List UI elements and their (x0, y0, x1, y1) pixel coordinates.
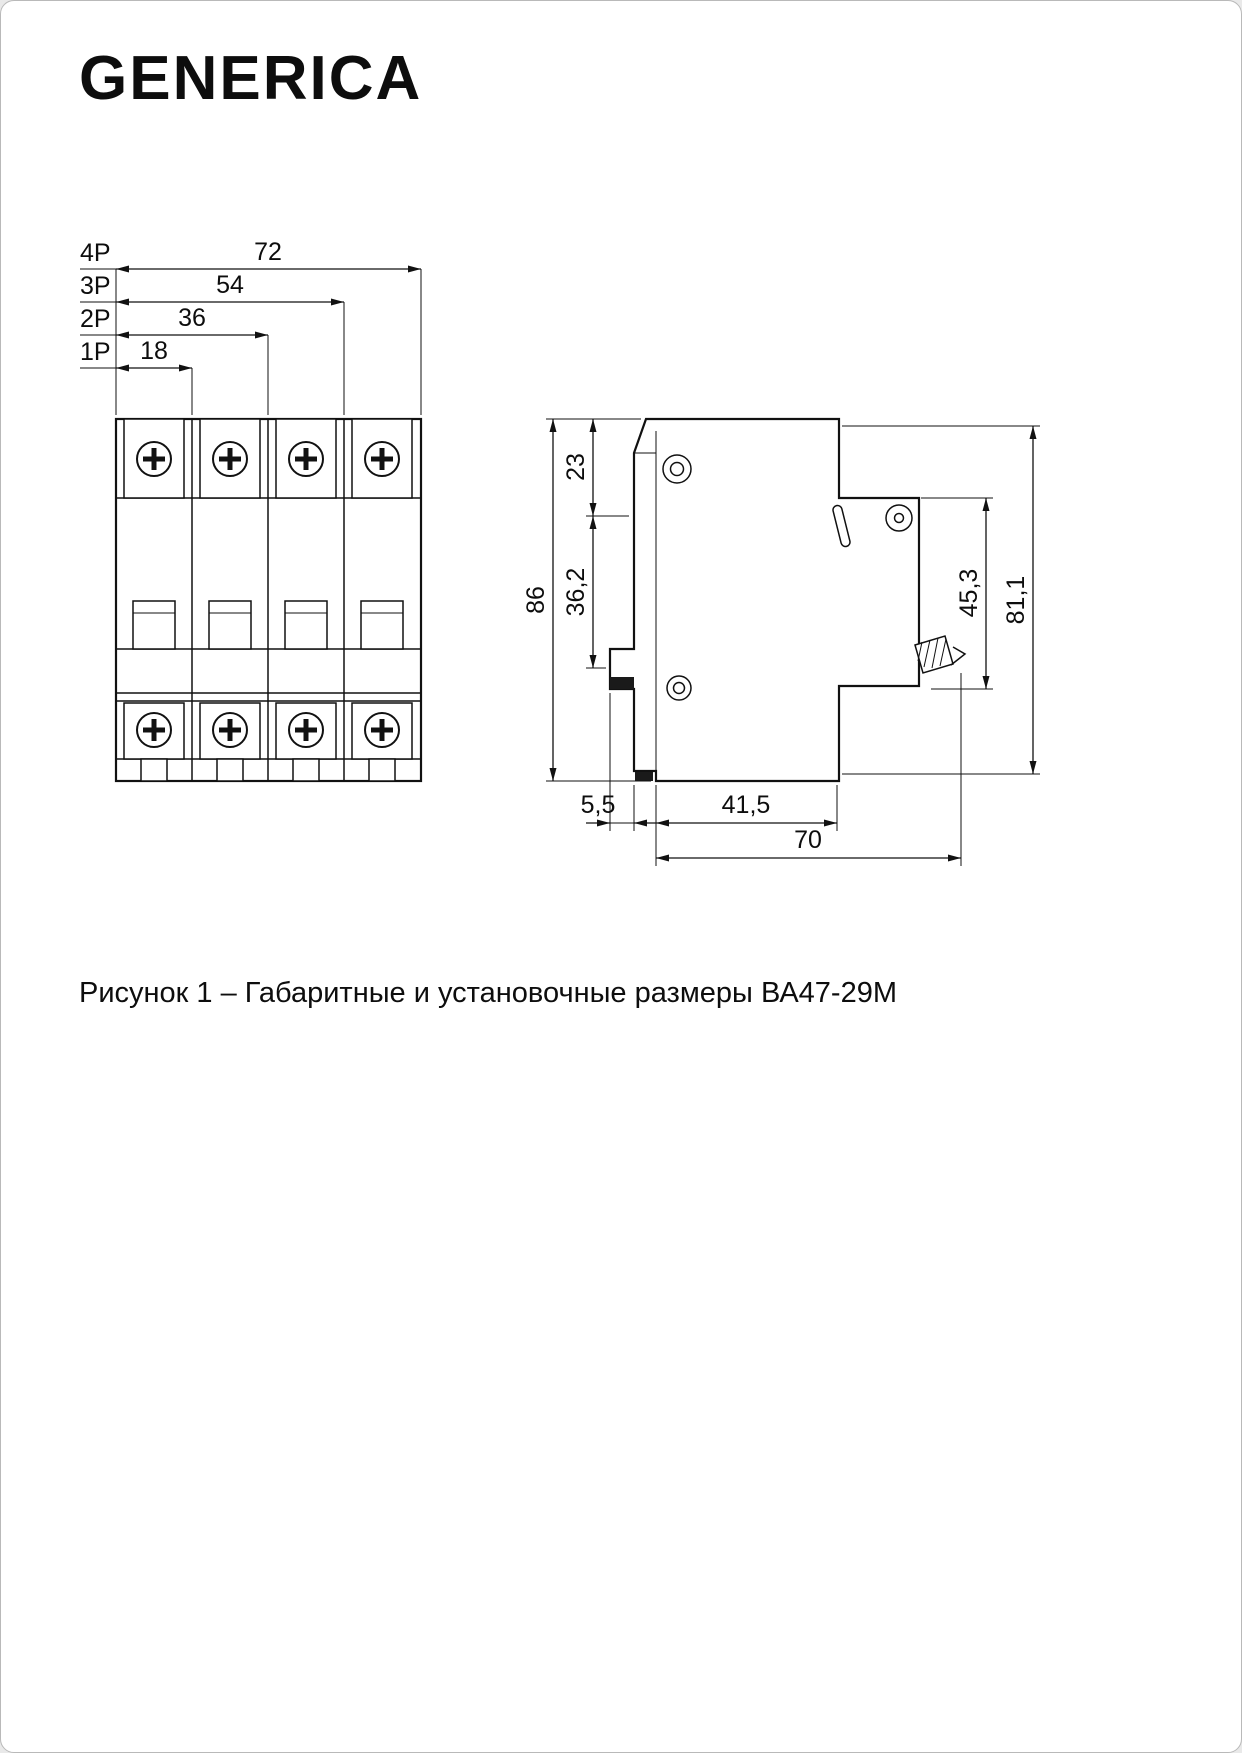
bottom-foot (635, 772, 653, 781)
pole-count-label: 4P (80, 239, 111, 267)
front-dim-4p (80, 238, 421, 269)
top-offset-value: 23 (562, 453, 590, 481)
front-view (116, 419, 421, 781)
mid-offset-value: 36,2 (562, 567, 590, 617)
front-dim-2p (80, 304, 268, 335)
pole-count-label: 2P (80, 305, 111, 333)
rail-height-value: 45,3 (955, 568, 983, 618)
width-value: 72 (254, 238, 282, 266)
technical-drawing (1, 1, 1242, 1753)
brand-logo: GENERICA (79, 44, 423, 113)
height-total-value: 86 (522, 586, 550, 614)
figure-caption: Рисунок 1 – Габаритные и установочные размеры ВА47-29М (79, 977, 897, 1009)
width-value: 54 (216, 271, 244, 299)
back-height-value: 81,1 (1002, 575, 1030, 625)
latch-depth-value: 5,5 (580, 791, 616, 819)
din-clip (915, 636, 965, 673)
front-dimensions (80, 238, 421, 415)
depth-body-value: 41,5 (721, 791, 771, 819)
side-view (610, 419, 965, 781)
pole-count-label: 1P (80, 338, 111, 366)
depth-total-value: 70 (794, 826, 822, 854)
width-value: 18 (140, 337, 168, 365)
front-dim-1p (80, 337, 192, 368)
front-dim-3p (80, 271, 344, 302)
width-value: 36 (178, 304, 206, 332)
pole-count-label: 3P (80, 272, 111, 300)
front-latch (610, 677, 634, 689)
